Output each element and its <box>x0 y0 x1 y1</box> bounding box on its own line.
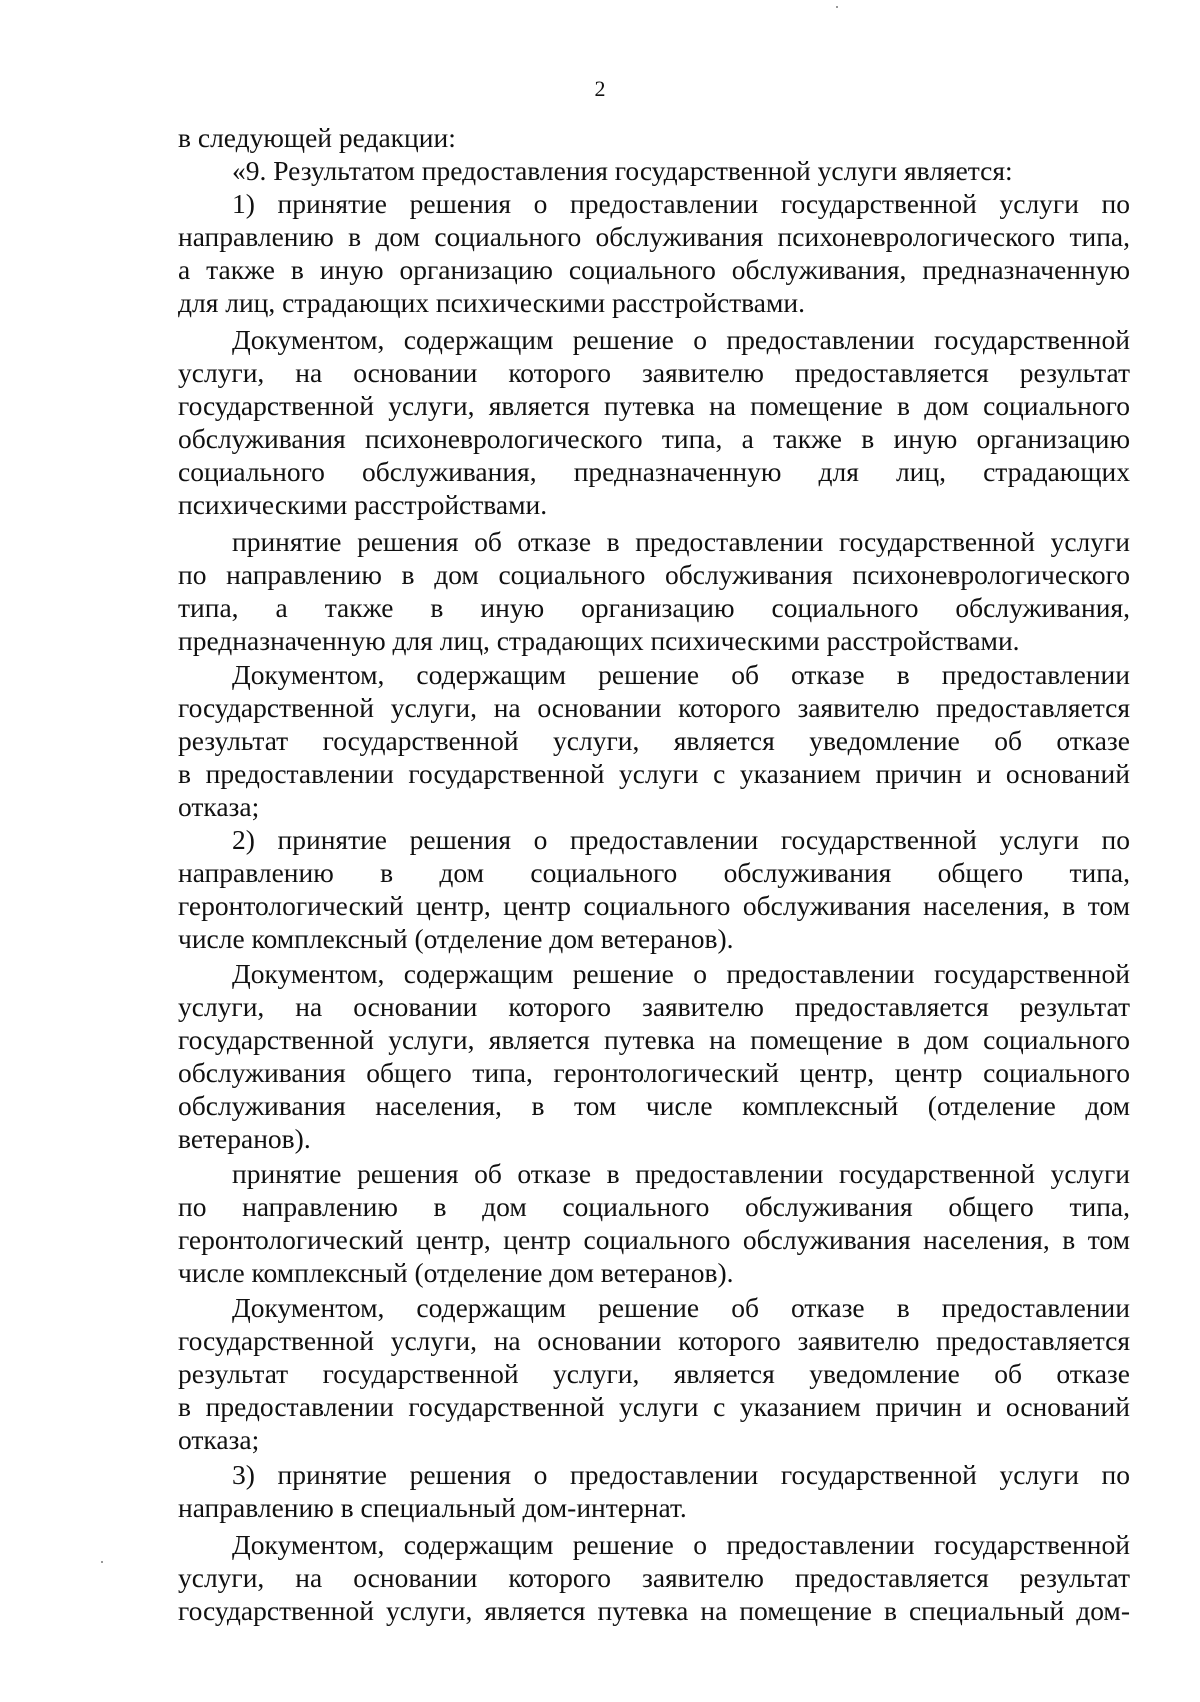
text-line: направлению в дом социального обслуживания психоневрологического типа, <box>178 221 1130 252</box>
text-line: отказа; <box>178 1424 260 1455</box>
text-line: «9. Результатом предоставления государственной услуги является: <box>232 155 1013 186</box>
text-line: а также в иную организацию социального обслуживания, предназначенную <box>178 254 1130 285</box>
text-line: государственной услуги, на основании которого заявителю предоставляется <box>178 1325 1130 1356</box>
text-line: услуги, на основании которого заявителю предоставляется результат <box>178 991 1130 1022</box>
text-line: государственной услуги, является путевка на помещение в дом социального <box>178 390 1130 421</box>
text-line: государственной услуги, является путевка на помещение в дом социального <box>178 1024 1130 1055</box>
text-line: результат государственной услуги, является уведомление об отказе <box>178 725 1130 756</box>
text-line: Документом, содержащим решение о предоставлении государственной <box>232 1529 1130 1560</box>
text-line: принятие решения об отказе в предоставлении государственной услуги <box>232 1158 1130 1189</box>
text-line: 2) принятие решения о предоставлении государственной услуги по <box>232 824 1130 855</box>
text-line: социального обслуживания, предназначенную для лиц, страдающих <box>178 456 1130 487</box>
text-line: Документом, содержащим решение об отказе в предоставлении <box>232 1292 1130 1323</box>
text-line: числе комплексный (отделение дом ветеранов). <box>178 1257 734 1288</box>
text-line: в следующей редакции: <box>178 122 456 153</box>
text-line: обслуживания психоневрологического типа, а также в иную организацию <box>178 423 1130 454</box>
scan-speck <box>836 6 838 8</box>
text-line: обслуживания общего типа, геронтологический центр, центр социального <box>178 1057 1130 1088</box>
text-line: числе комплексный (отделение дом ветеранов). <box>178 923 734 954</box>
text-line: ветеранов). <box>178 1123 311 1154</box>
text-line: услуги, на основании которого заявителю предоставляется результат <box>178 357 1130 388</box>
text-line: Документом, содержащим решение о предоставлении государственной <box>232 958 1130 989</box>
text-line: геронтологический центр, центр социального обслуживания населения, в том <box>178 1224 1130 1255</box>
text-line: государственной услуги, является путевка на помещение в специальный дом- <box>178 1595 1130 1626</box>
text-line: направлению в дом социального обслуживания общего типа, <box>178 857 1130 888</box>
text-line: отказа; <box>178 791 260 822</box>
text-line: обслуживания населения, в том числе комплексный (отделение дом <box>178 1090 1130 1121</box>
text-line: результат государственной услуги, является уведомление об отказе <box>178 1358 1130 1389</box>
text-line: по направлению в дом социального обслуживания общего типа, <box>178 1191 1130 1222</box>
text-line: 3) принятие решения о предоставлении государственной услуги по <box>232 1459 1130 1490</box>
text-line: предназначенную для лиц, страдающих психическими расстройствами. <box>178 625 1020 656</box>
text-line: направлению в специальный дом-интернат. <box>178 1492 687 1523</box>
text-line: 1) принятие решения о предоставлении государственной услуги по <box>232 188 1130 219</box>
text-line: услуги, на основании которого заявителю предоставляется результат <box>178 1562 1130 1593</box>
text-line: по направлению в дом социального обслуживания психоневрологического <box>178 559 1130 590</box>
text-line: психическими расстройствами. <box>178 489 548 520</box>
text-line: Документом, содержащим решение об отказе в предоставлении <box>232 659 1130 690</box>
text-line: государственной услуги, на основании которого заявителю предоставляется <box>178 692 1130 723</box>
text-line: для лиц, страдающих психическими расстройствами. <box>178 287 806 318</box>
text-line: Документом, содержащим решение о предоставлении государственной <box>232 324 1130 355</box>
text-line: геронтологический центр, центр социального обслуживания населения, в том <box>178 890 1130 921</box>
text-line: в предоставлении государственной услуги с указанием причин и оснований <box>178 758 1130 789</box>
text-line: в предоставлении государственной услуги с указанием причин и оснований <box>178 1391 1130 1422</box>
text-line: принятие решения об отказе в предоставлении государственной услуги <box>232 526 1130 557</box>
page-number: 2 <box>594 76 606 101</box>
scan-speck <box>101 1561 103 1563</box>
text-line: типа, а также в иную организацию социального обслуживания, <box>178 592 1130 623</box>
